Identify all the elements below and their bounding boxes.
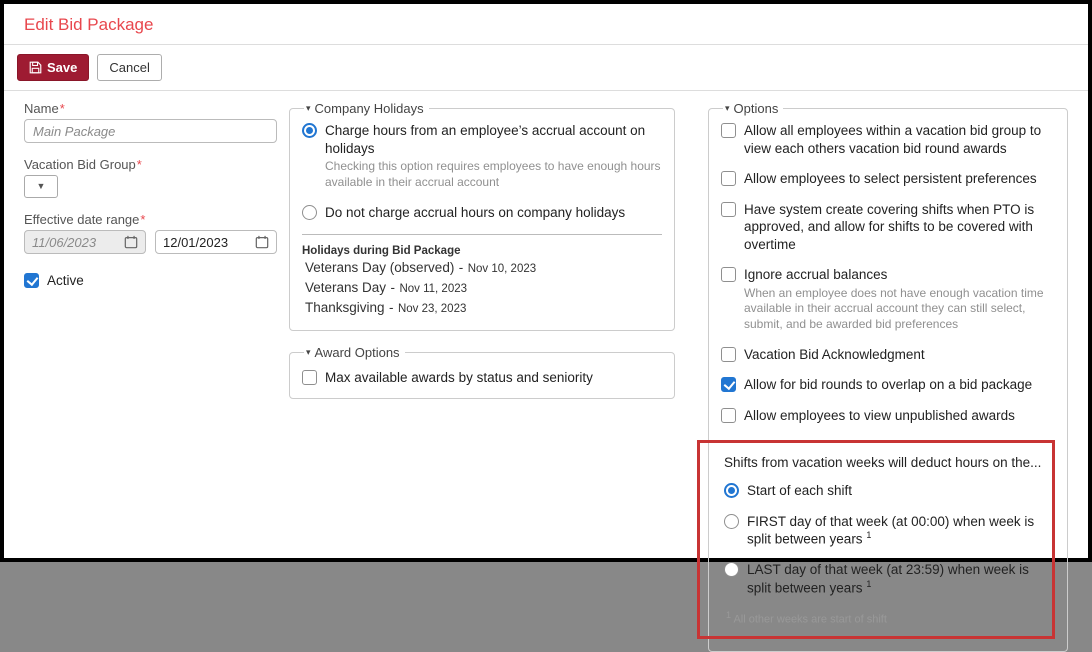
active-checkbox[interactable] — [24, 273, 39, 288]
checkbox-label: Have system create covering shifts when PTO is approved, and allow for shifts to be covered with overtime — [744, 201, 1035, 252]
holiday-separator: - — [389, 299, 394, 315]
covering-shifts-checkbox[interactable] — [721, 202, 736, 217]
toolbar — [4, 45, 1088, 90]
radio-label: Do not charge accrual hours on company holidays — [325, 205, 626, 221]
date-range-row — [24, 230, 277, 254]
holiday-row — [302, 258, 662, 278]
options-legend[interactable]: ▾ Options — [725, 101, 779, 116]
cancel-button[interactable] — [97, 54, 161, 81]
start-date-input[interactable] — [24, 230, 146, 254]
form-content — [4, 91, 1088, 652]
holiday-name: Veterans Day — [305, 279, 387, 295]
radio-label: Start of each shift — [747, 483, 853, 499]
holiday-separator: - — [390, 279, 395, 295]
end-date-value: 12/01/2023 — [163, 234, 229, 250]
cancel-button-label: Cancel — [109, 60, 150, 75]
radio-row — [724, 561, 1042, 597]
effective-date-range-label: Effective date range* — [24, 212, 146, 227]
name-label: Name* — [24, 101, 65, 116]
required-asterisk: * — [136, 157, 142, 172]
radio-helper-text: Checking this option requires employees to have enough hours available in their accrual account — [325, 159, 661, 189]
vacation-bid-group-field — [24, 157, 277, 198]
first-day-radio[interactable] — [724, 514, 739, 529]
page-title: Edit Bid Package — [24, 15, 154, 34]
collapse-caret-icon: ▾ — [725, 103, 730, 113]
calendar-icon[interactable] — [124, 235, 138, 249]
vacation-bid-group-label: Vacation Bid Group* — [24, 157, 142, 172]
checkbox-row — [721, 170, 1055, 188]
active-label: Active — [47, 273, 84, 288]
holiday-charge-radio-group — [302, 122, 662, 222]
checkbox-label: Ignore accrual balances — [744, 267, 888, 283]
checkbox-row — [302, 369, 662, 387]
footnote-marker: 1 — [866, 578, 872, 589]
vacation-bid-acknowledgment-checkbox[interactable] — [721, 347, 736, 362]
checkbox-label: Vacation Bid Acknowledgment — [744, 346, 925, 362]
floppy-disk-icon — [29, 61, 42, 74]
award-options-legend[interactable]: ▾ Award Options — [306, 344, 400, 360]
calendar-icon[interactable] — [255, 235, 269, 249]
start-of-shift-radio[interactable] — [724, 483, 739, 498]
right-column — [708, 101, 1068, 652]
effective-date-range-field — [24, 212, 277, 254]
persistent-preferences-checkbox[interactable] — [721, 171, 736, 186]
charge-hours-radio[interactable] — [302, 123, 317, 138]
bid-rounds-overlap-checkbox[interactable] — [721, 377, 736, 392]
holiday-row — [302, 298, 662, 318]
holiday-date: Nov 10, 2023 — [467, 262, 537, 275]
radio-row — [302, 204, 662, 222]
checkbox-row — [721, 376, 1055, 394]
max-awards-checkbox[interactable] — [302, 370, 317, 385]
checkbox-row — [721, 201, 1055, 254]
collapse-caret-icon: ▾ — [306, 103, 311, 113]
checkbox-row — [721, 407, 1055, 425]
checkbox-label: Allow employees to select persistent preferences — [744, 171, 1037, 187]
options-fieldset — [708, 101, 1068, 652]
footnote-text: $^1$ All other weeks are start of shift — [726, 609, 887, 626]
radio-label: LAST day of that week (at 23:59) when week is split between years $^1$ — [747, 562, 1029, 596]
holiday-name: Thanksgiving — [305, 299, 385, 315]
save-button-label: Save — [47, 60, 78, 75]
view-unpublished-awards-checkbox[interactable] — [721, 408, 736, 423]
company-holidays-legend[interactable]: ▾ Company Holidays — [306, 101, 424, 116]
end-date-input[interactable] — [155, 230, 277, 254]
checkbox-label: Max available awards by status and seniority — [325, 369, 593, 385]
chevron-down-icon: ▼ — [36, 181, 46, 191]
holiday-row — [302, 278, 662, 298]
checkbox-label: Allow all employees within a vacation bid group to view each others vacation bid round awards — [744, 123, 1042, 156]
checkbox-helper-text: When an employee does not have enough vacation time available in their accrual account they can still select, submit, and be awarded bid preferences — [744, 285, 1044, 332]
award-options-fieldset — [289, 345, 675, 400]
name-field-group — [24, 101, 277, 143]
options-checkbox-list — [721, 122, 1055, 424]
no-charge-radio[interactable] — [302, 205, 317, 220]
required-asterisk: * — [59, 101, 65, 116]
ignore-accrual-balances-checkbox[interactable] — [721, 267, 736, 282]
start-date-value: 11/06/2023 — [32, 234, 97, 250]
footnote-marker: 1 — [726, 609, 732, 620]
active-checkbox-row — [24, 272, 277, 290]
radio-label: Charge hours from an employee’s accrual account on holidays — [325, 123, 646, 156]
last-day-radio[interactable] — [724, 562, 739, 577]
vacation-bid-group-select[interactable] — [24, 175, 58, 198]
holidays-divider — [302, 234, 662, 235]
holiday-name: Veterans Day (observed) — [305, 259, 455, 275]
company-holidays-fieldset — [289, 101, 675, 331]
checkbox-row — [721, 122, 1055, 157]
holiday-date: Nov 11, 2023 — [399, 282, 468, 295]
holidays-heading: Holidays during Bid Package — [302, 244, 461, 257]
left-column — [24, 101, 277, 290]
required-asterisk: * — [140, 212, 146, 227]
deduct-hours-highlighted-section — [697, 440, 1055, 638]
radio-row — [724, 513, 1042, 549]
holiday-date: Nov 23, 2023 — [397, 302, 467, 315]
deduct-section-heading: Shifts from vacation weeks will deduct hours on the... — [724, 455, 1042, 471]
checkbox-label: Allow for bid rounds to overlap on a bid package — [744, 377, 1033, 393]
radio-row — [302, 122, 662, 190]
radio-label: FIRST day of that week (at 00:00) when week is split between years $^1$ — [747, 513, 1035, 547]
middle-column — [289, 101, 675, 399]
checkbox-row — [721, 266, 1055, 332]
view-others-awards-checkbox[interactable] — [721, 123, 736, 138]
radio-row — [724, 482, 1042, 500]
collapse-caret-icon: ▾ — [306, 346, 311, 357]
save-button[interactable] — [17, 54, 89, 81]
name-input[interactable] — [24, 119, 277, 143]
footnote-marker: 1 — [866, 530, 872, 541]
holiday-separator: - — [458, 259, 464, 275]
checkbox-row — [721, 346, 1055, 364]
deduct-radio-group — [724, 482, 1042, 597]
checkbox-label: Allow employees to view unpublished awards — [744, 407, 1015, 423]
